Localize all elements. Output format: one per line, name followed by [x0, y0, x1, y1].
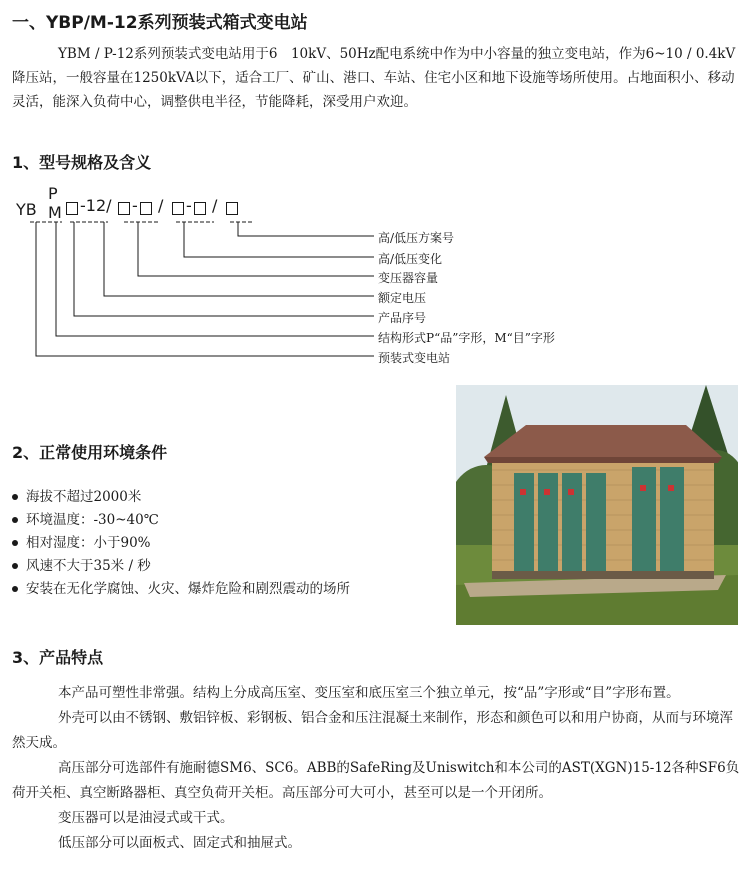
condition-list: [12, 486, 432, 601]
label-transformer-capacity: 变压器容量: [378, 271, 439, 285]
label-product-serial: 产品序号: [378, 311, 427, 325]
section1-heading: 1、型号规格及含义: [12, 153, 152, 172]
feature-paragraph: 本产品可塑性非常强。结构上分成高压室、变压室和底压室三个独立单元，按“品”字形或“目”字形布置。: [58, 685, 680, 701]
substation-photo: [456, 385, 738, 625]
label-rated-voltage: 额定电压: [378, 291, 427, 305]
feature-paragraph: 高压部分可选部件有施耐德SM6、SC6。ABB的SafeRing及Uniswitch和本公司的AST(XGN)15-12各种SF6负荷开关柜、真空断路器柜、真空负荷开关柜。高压部分可大可小，甚至可以是一个开闭所。: [12, 760, 740, 801]
label-structure-form: 结构形式P“品”字形，M“目”字形: [378, 331, 555, 345]
label-voltage-change: 高/低压变化: [378, 252, 443, 266]
list-item: 相对湿度：小于90%: [12, 532, 432, 555]
code-leader-lines: [0, 0, 750, 380]
code-p: P: [48, 184, 58, 203]
list-item: 海拔不超过2000米: [12, 486, 432, 509]
list-item: 环境温度：-30~40℃: [12, 509, 432, 532]
code-slash-2: /: [212, 196, 218, 215]
label-prefab-substation: 预装式变电站: [378, 351, 451, 365]
label-scheme-no: 高/低压方案号: [378, 231, 455, 245]
feature-paragraph: 外壳可以由不锈钢、敷铝锌板、彩钢板、铝合金和压注混凝土来制作，形态和颜色可以和用户协商，从而与环境浑然天成。: [12, 710, 733, 751]
code-yb: YB: [16, 200, 37, 219]
features-paragraphs: [12, 681, 742, 856]
list-item: 风速不大于35米 / 秒: [12, 555, 432, 578]
list-item: 安装在无化学腐蚀、火灾、爆炸危险和剧烈震动的场所: [12, 578, 432, 601]
code-slash-1: /: [158, 196, 164, 215]
feature-paragraph: 低压部分可以面板式、固定式和抽屉式。: [58, 835, 301, 851]
feature-paragraph: 变压器可以是油浸式或干式。: [58, 810, 234, 826]
section3-heading: 3、产品特点: [12, 648, 104, 667]
code-rated-voltage: -12/: [80, 196, 112, 215]
page-title: 一、YBP/M-12系列预装式箱式变电站: [12, 13, 308, 33]
code-m: M: [48, 203, 62, 222]
code-dash-2: -: [186, 196, 192, 215]
code-dash-1: -: [132, 196, 138, 215]
intro-paragraph: YBM / P-12系列预装式变电站用于6 10kV、50Hz配电系统中作为中小容量的独立变电站，作为6~10 / 0.4kV降压站，一般容量在1250kVA以下，适合工厂、矿山、港口、车站、住宅小区和地下设施等场所使用。占地面积小、移动灵活，能深入负荷中心，调整供电半径，节能降耗，深受用户欢迎。: [12, 46, 736, 110]
section2-heading: 2、正常使用环境条件: [12, 443, 168, 462]
